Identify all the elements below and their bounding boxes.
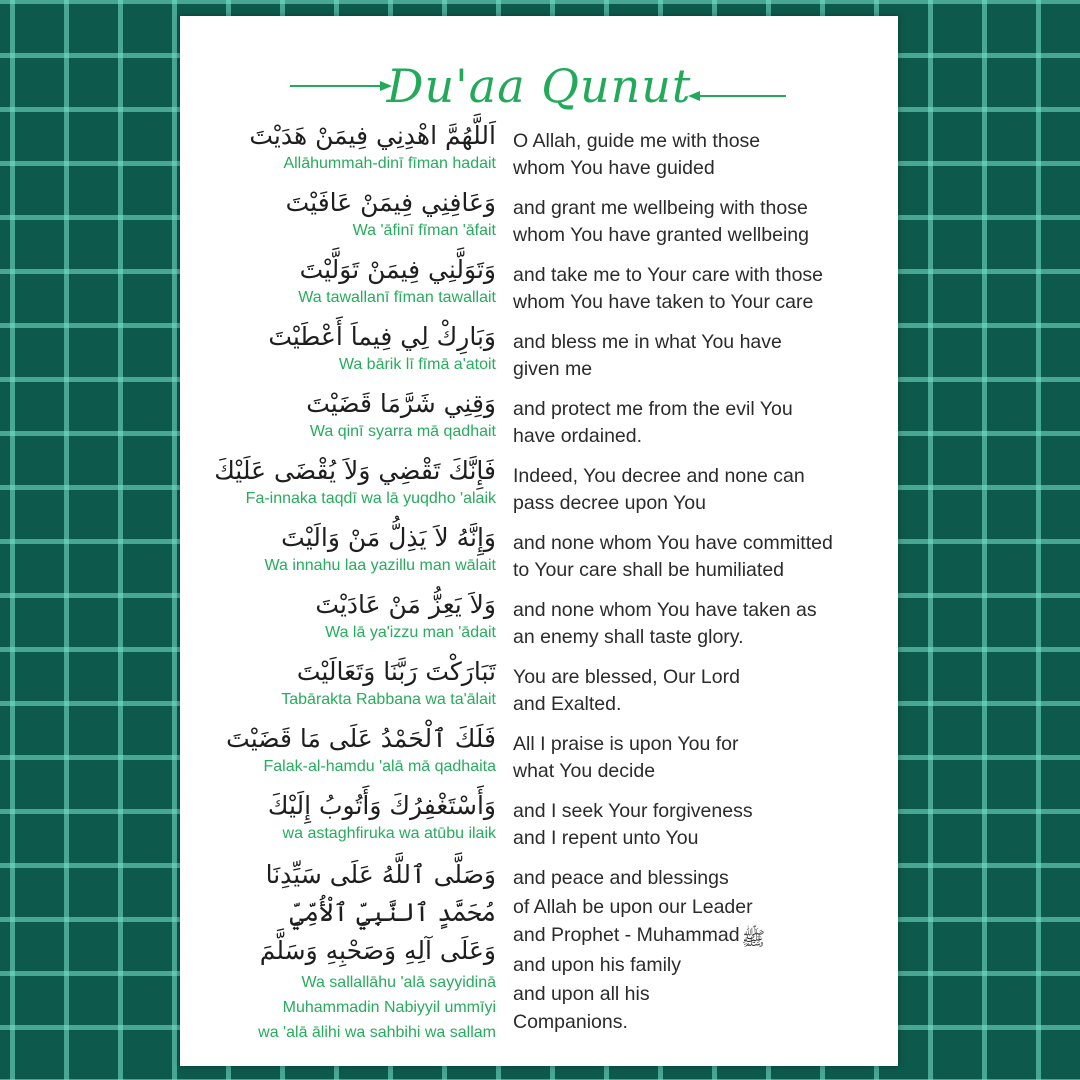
- transliteration-line: Wa sallallāhu 'alā sayyidinā: [301, 974, 496, 991]
- arabic-line: وَعَلَى آلِهِ وَصَحْبِهِ وَسَلَّمَ: [259, 936, 496, 965]
- translation-line: and bless me in what You have: [513, 331, 782, 353]
- translation-line: All I praise is upon You for: [513, 733, 739, 755]
- verse-arabic: وَأَسْتَغْفِرُكَ وَأَتُوبُ إِلَيْكَ: [267, 791, 496, 820]
- verse-arabic: وَبَارِكْ لِي فِيماَ أَعْطَيْتَ: [268, 322, 496, 351]
- verse-arabic: وَتَوَلَّنِي فِيمَنْ تَوَلَّيْتَ: [299, 255, 496, 284]
- arabic-line: وَصَلَّى ٱللَّهُ عَلَى سَيِّدِنَا: [265, 860, 496, 889]
- verse-arabic: وَقِنِي شَرَّمَا قَضَيْتَ: [306, 389, 496, 418]
- translation-line: and none whom You have taken as: [513, 599, 817, 621]
- verse-transliteration: Wa lā ya'izzu man 'ādait: [325, 624, 496, 641]
- translation-line: and peace and blessings: [513, 867, 729, 889]
- verse-arabic: وَلاَ يَعِزُّ مَنْ عَادَيْتَ: [315, 590, 496, 619]
- translation-line: Companions.: [513, 1011, 628, 1034]
- translation-line: O Allah, guide me with those: [513, 130, 761, 152]
- transliteration-line: wa 'alā ālihi wa sahbihi wa sallam: [258, 1024, 496, 1041]
- verse-arabic: فَلَكَ ٱلْحَمْدُ عَلَى مَا قَضَيْتَ: [226, 724, 496, 753]
- translation-line: whom You have taken to Your care: [513, 290, 814, 313]
- verse-arabic: تَبَارَكْتَ رَبَّنَا وَتَعَالَيْتَ: [296, 657, 496, 686]
- translation-line: and I seek Your forgiveness: [513, 800, 753, 822]
- verse-transliteration: Wa qinī syarra mā qadhait: [309, 423, 496, 440]
- translation-line: an enemy shall taste glory.: [513, 625, 744, 648]
- translation-line: and upon his family: [513, 954, 682, 977]
- verse-transliteration: Fa-innaka taqdī wa lā yuqdho 'alaik: [245, 490, 496, 507]
- verse-transliteration: Tabārakta Rabbana wa ta'ālait: [281, 691, 496, 708]
- verse-transliteration: [258, 970, 496, 1045]
- verse-transliteration: Falak-al-hamdu 'alā mā qadhaita: [263, 758, 496, 775]
- translation-line: whom You have guided: [513, 156, 715, 179]
- translation-text: and Prophet - Muhammad: [513, 924, 740, 947]
- verse-transliteration: Allāhummah-dinī fīman hadait: [283, 155, 496, 172]
- verse-arabic: وَعَافِنِي فِيمَنْ عَافَيْتَ: [285, 188, 496, 217]
- verse-translation: [513, 798, 893, 851]
- translation-line: and protect me from the evil You: [513, 398, 793, 420]
- verse-translation: [513, 664, 893, 717]
- translation-line: and grant me wellbeing with those: [513, 197, 808, 219]
- verse-translation: [513, 128, 893, 181]
- translation-line: given me: [513, 357, 593, 380]
- verse-translation: [513, 396, 893, 449]
- verse-arabic: اَللَّهُمَّ اهْدِنِي فِيمَنْ هَدَيْتَ: [249, 121, 496, 150]
- verse-arabic: فَإِنَّكَ تَقْضِي وَلاَ يُقْضَى عَلَيْكَ: [214, 456, 496, 485]
- translation-line: of Allah be upon our Leader: [513, 895, 753, 918]
- page-title: Du'aa Qunut: [386, 59, 692, 113]
- translation-line: and Exalted.: [513, 692, 622, 715]
- translation-line: [513, 921, 893, 951]
- verse-arabic: [260, 856, 496, 970]
- transliteration-line: Muhammadin Nabiyyil ummīyi: [282, 999, 496, 1016]
- translation-line: pass decree upon You: [513, 491, 707, 514]
- prayer-card: [180, 16, 898, 1066]
- translation-line: and take me to Your care with those: [513, 264, 824, 286]
- translation-line: and I repent unto You: [513, 826, 699, 849]
- translation-line: whom You have granted wellbeing: [513, 223, 809, 246]
- translation-line: to Your care shall be humiliated: [513, 558, 785, 581]
- verse-translation: [513, 195, 893, 248]
- translation-line: Indeed, You decree and none can: [513, 465, 805, 487]
- verse-translation: [513, 597, 893, 650]
- verse-translation: [513, 530, 893, 583]
- verse-transliteration: Wa innahu laa yazillu man wālait: [264, 557, 496, 574]
- verse-translation: [513, 463, 893, 516]
- verse-arabic: وَإِنَّهُ لاَ يَذِلُّ مَنْ وَالَيْتَ: [281, 523, 496, 552]
- verse-translation: [513, 864, 893, 1037]
- verse-translation: [513, 262, 893, 315]
- verse-translation: [513, 731, 893, 784]
- translation-line: what You decide: [513, 759, 656, 782]
- verse-transliteration: Wa tawallanī fīman tawallait: [298, 289, 496, 306]
- title-banner: [180, 56, 898, 126]
- verse-transliteration: Wa bārik lī fīmā a'atoit: [338, 356, 496, 373]
- translation-line: and upon all his: [513, 982, 650, 1005]
- verse-transliteration: wa astaghfiruka wa atūbu ilaik: [282, 825, 496, 842]
- verse-translation: [513, 329, 893, 382]
- translation-line: have ordained.: [513, 424, 643, 447]
- salutation-seal-icon: ﷺ: [741, 928, 766, 951]
- translation-line: and none whom You have committed: [513, 532, 833, 554]
- arabic-line: مُحَمَّدٍ ٱلنَّبِيِّ ٱلْأُمِّيِّ: [289, 898, 496, 927]
- translation-line: You are blessed, Our Lord: [513, 666, 740, 688]
- verse-transliteration: Wa 'āfinī fīman 'āfait: [352, 222, 496, 239]
